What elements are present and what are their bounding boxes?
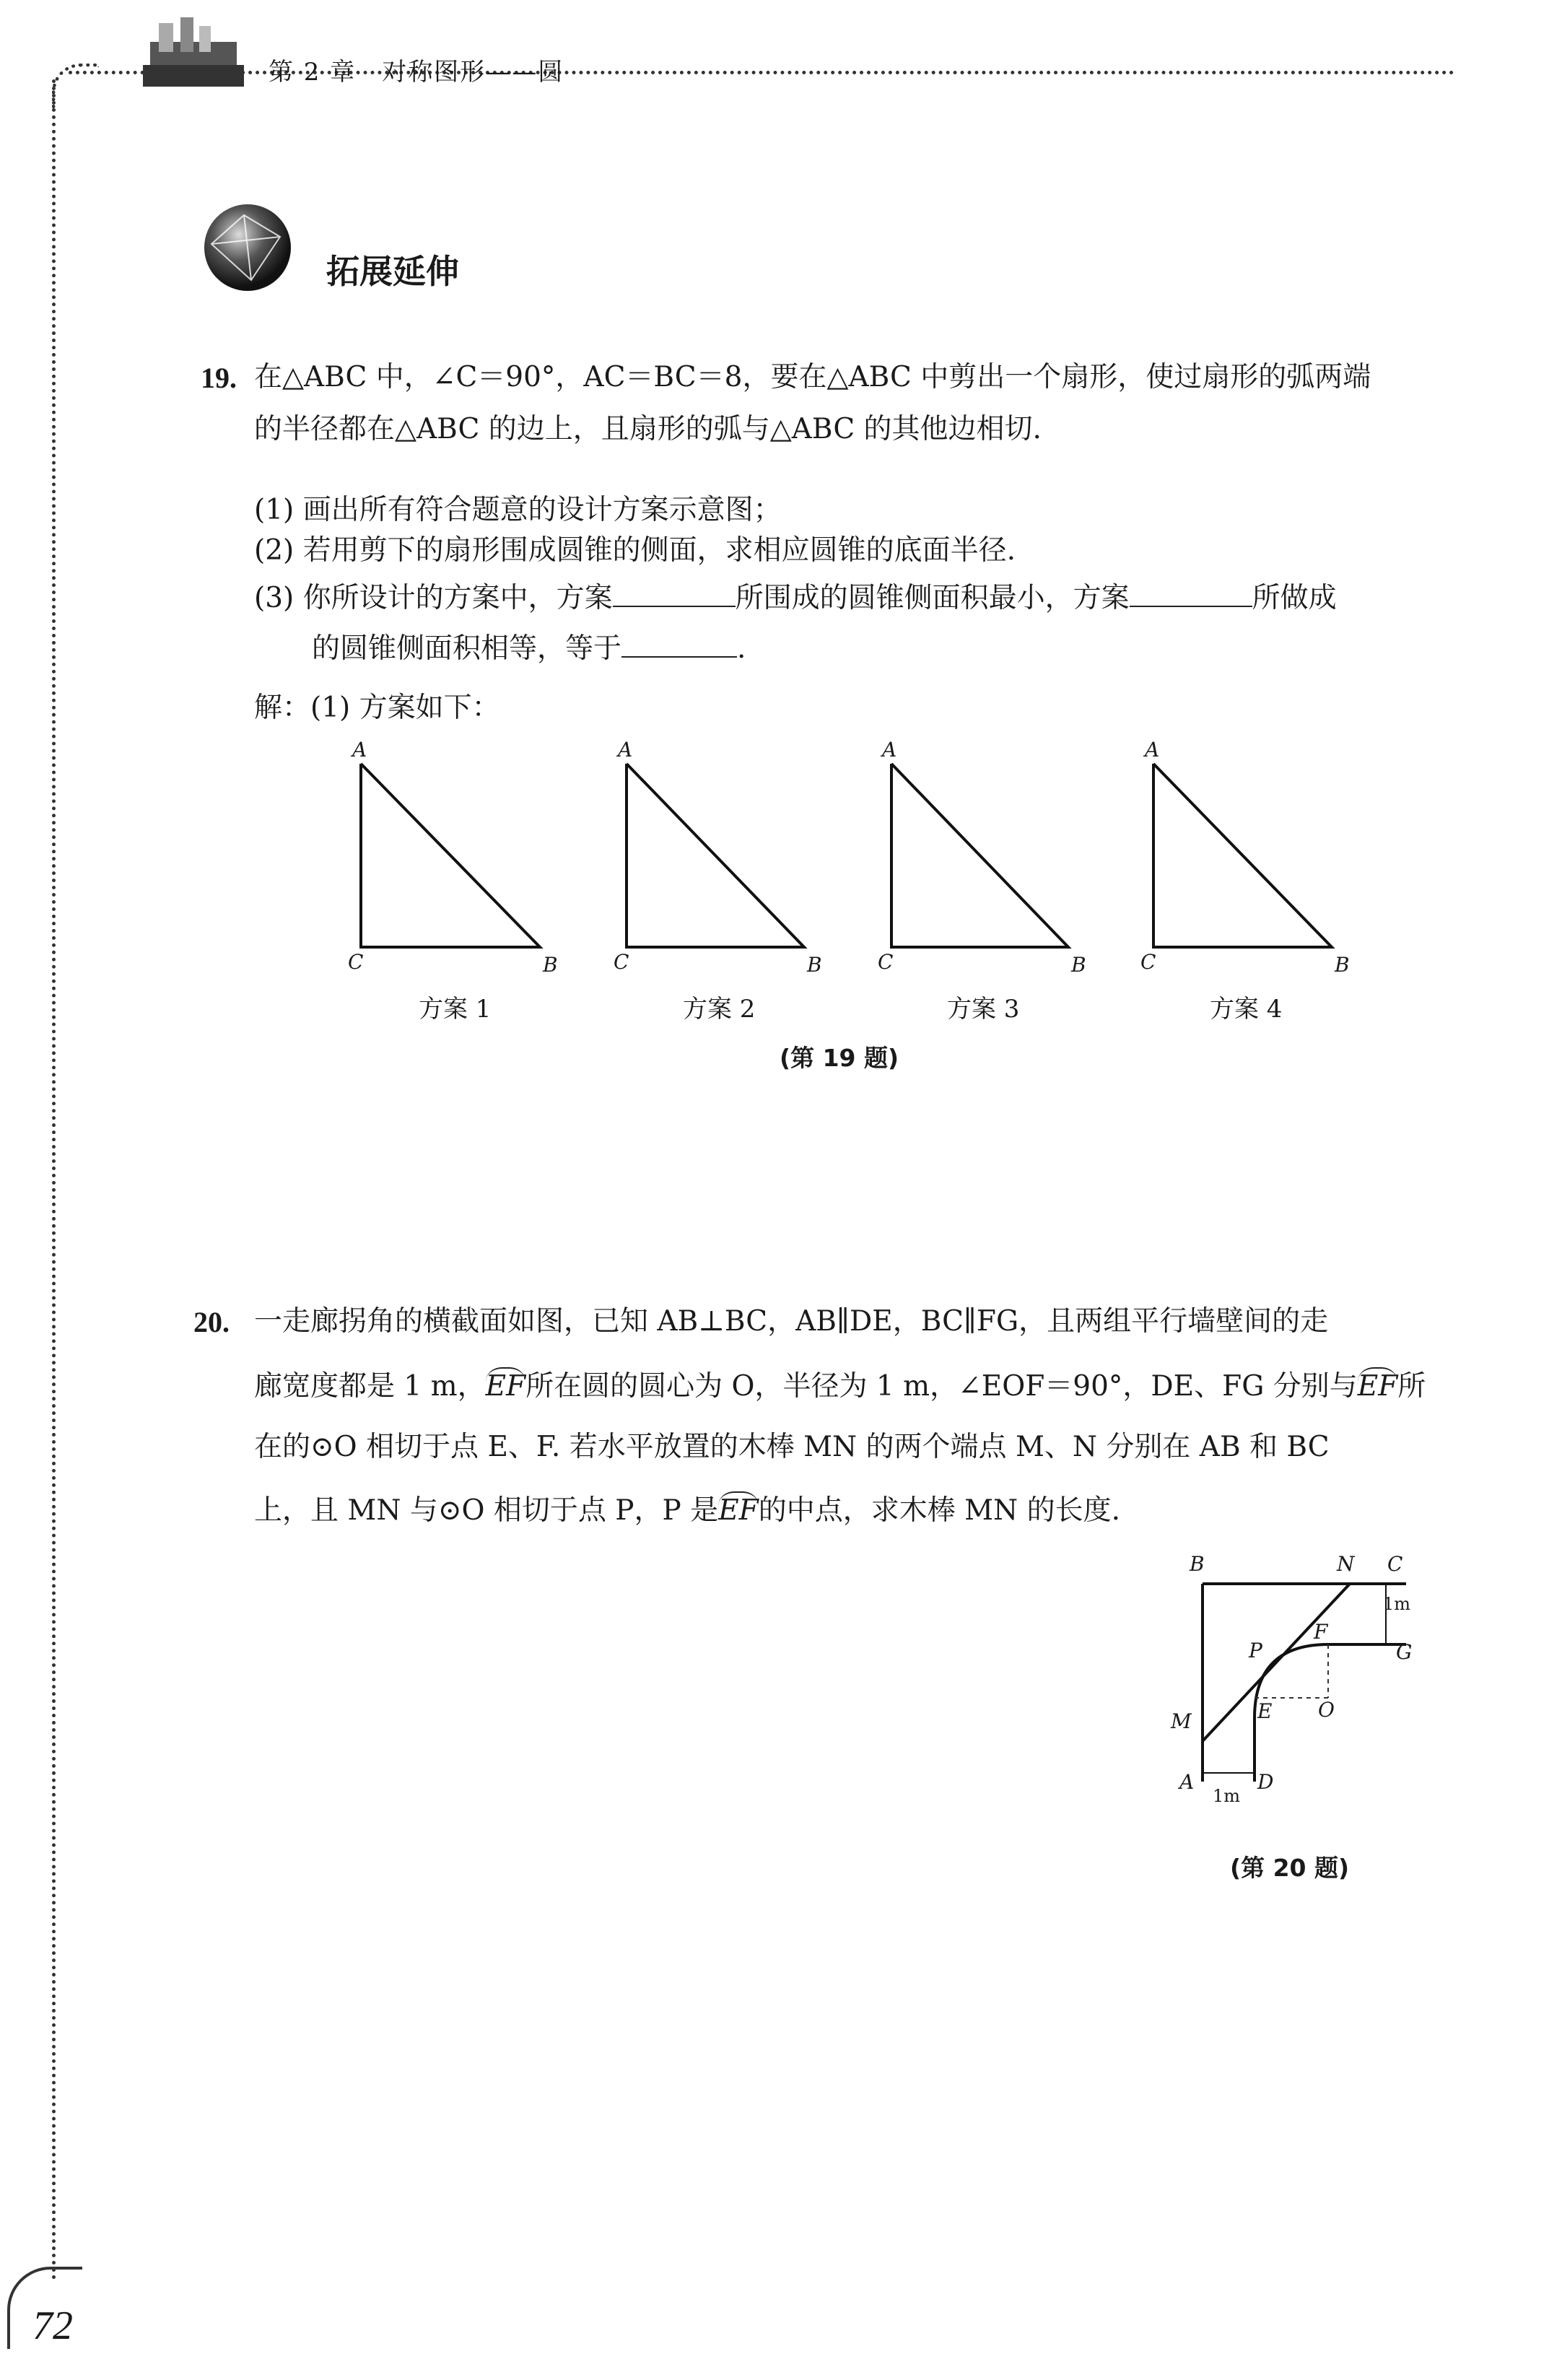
- figure-caption: (第 19 题): [780, 1044, 899, 1072]
- scheme-4-triangle: [1153, 764, 1332, 947]
- scheme-label: 方案 1: [419, 995, 492, 1024]
- sub-question: 的圆锥侧面积相等，等于 .: [312, 632, 746, 665]
- vertex-label: A: [882, 738, 897, 762]
- point-label: M: [1171, 1709, 1192, 1733]
- vertex-label: B: [1071, 953, 1086, 977]
- question-number: 19.: [201, 362, 237, 394]
- vertex-label: B: [1335, 953, 1350, 977]
- scheme-2-triangle: [627, 764, 804, 947]
- vertex-label: C: [878, 950, 894, 974]
- vertex-label: C: [614, 950, 629, 974]
- width-label: 1m: [1213, 1786, 1241, 1806]
- arc-ef: EF: [1358, 1367, 1398, 1403]
- point-label: D: [1257, 1770, 1274, 1794]
- question-text: 廊宽度都是 1 m，EF所在圆的圆心为 O，半径为 1 m，∠EOF＝90°，DE、FG 分别与EF所: [254, 1370, 1426, 1404]
- scheme-label: 方案 2: [683, 995, 756, 1024]
- vertex-label: C: [348, 950, 364, 974]
- point-label: N: [1337, 1552, 1355, 1576]
- point-label: P: [1249, 1639, 1262, 1662]
- point-label: A: [1179, 1770, 1195, 1794]
- figure-caption: (第 20 题): [1230, 1854, 1350, 1882]
- corridor-figure: [1155, 1545, 1444, 1819]
- question-text: 一走廊拐角的横截面如图，已知 AB⊥BC，AB∥DE，BC∥FG，且两组平行墙壁间的走: [254, 1305, 1329, 1338]
- point-label: C: [1387, 1552, 1403, 1576]
- chapter-header: 第 2 章 对称图形——圆: [269, 58, 564, 87]
- vertex-label: A: [618, 738, 633, 762]
- question-text: 在的⊙O 相切于点 E、F. 若水平放置的木棒 MN 的两个端点 M、N 分别在 AB 和 BC: [254, 1431, 1330, 1463]
- scheme-3-triangle: [891, 764, 1068, 947]
- arc-ef: EF: [486, 1367, 526, 1403]
- solution-label: 解：(1) 方案如下：: [254, 692, 500, 724]
- scheme-1-triangle: [361, 764, 540, 947]
- width-label: 1m: [1383, 1594, 1411, 1614]
- vertex-label: C: [1140, 950, 1156, 974]
- vertex-label: B: [807, 953, 822, 977]
- scheme-figures: [0, 0, 1562, 1083]
- page-number: 72: [32, 2303, 73, 2348]
- vertex-label: B: [543, 953, 558, 977]
- vertex-label: A: [1145, 738, 1160, 762]
- scheme-label: 方案 3: [947, 995, 1020, 1024]
- sub-question: (2) 若用剪下的扇形围成圆锥的侧面，求相应圆锥的底面半径.: [254, 534, 1016, 567]
- vertex-label: A: [352, 738, 367, 762]
- point-label: B: [1190, 1552, 1205, 1576]
- point-label: F: [1314, 1620, 1328, 1644]
- arc-ef: EF: [718, 1491, 759, 1527]
- point-label: G: [1396, 1640, 1413, 1664]
- sub-question: (1) 画出所有符合题意的设计方案示意图；: [254, 494, 782, 526]
- scheme-label: 方案 4: [1210, 995, 1283, 1024]
- section-title: 拓展延伸: [326, 252, 459, 291]
- question-text: 的半径都在△ABC 的边上，且扇形的弧与△ABC 的其他边相切.: [254, 413, 1042, 445]
- sub-question: (3) 你所设计的方案中，方案 所围成的圆锥侧面积最小，方案 所做成: [254, 582, 1337, 614]
- point-label: E: [1257, 1699, 1273, 1723]
- point-label: O: [1318, 1698, 1335, 1722]
- question-number: 20.: [193, 1306, 230, 1338]
- question-text: 在△ABC 中，∠C＝90°，AC＝BC＝8，要在△ABC 中剪出一个扇形，使过扇形的弧两端: [254, 361, 1371, 393]
- question-text: 上，且 MN 与⊙O 相切于点 P，P 是EF的中点，求木棒 MN 的长度.: [254, 1494, 1120, 1528]
